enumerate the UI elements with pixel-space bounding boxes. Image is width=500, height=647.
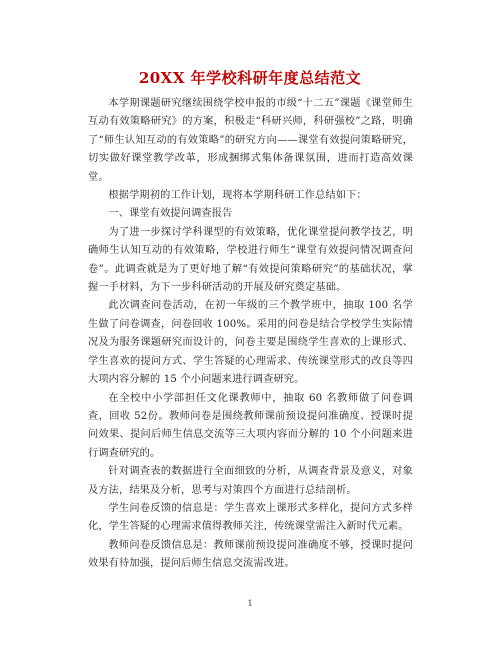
paragraph-teacher-survey: 在全校中小学部担任文化课教师中，抽取 60 名教师做了问卷调查，回收 52份。教师问卷是围绕教师课前预设提问准确度、授课时提问效果、提问后师生信息交流等三大项内容而分解的 10 个小问题来进行调查研究的。	[88, 392, 413, 459]
paragraph-summary-lead: 根据学期初的工作计划，现将本学期科研工作总结如下：	[108, 190, 367, 202]
paragraph-survey-purpose: 为了进一步探讨学科课型的有效策略，优化课堂提问教学技艺，明确师生认知互动的有效策略，学校进行师生“课堂有效提问情况调查问卷”。此调查就是为了更好地了解“有效提问策略研究”的基础状况，掌握一手材料，为下一步科研活动的开展及研究奠定基础。	[88, 226, 413, 294]
page-number: 1	[247, 599, 253, 608]
document-title: 20XX 年学校科研年度总结范文	[138, 69, 362, 87]
document-body	[88, 95, 413, 574]
paragraph-student-survey: 此次调查问卷活动，在初一年级的三个教学班中，抽取 100 名学生做了问卷调查，问卷回收 100%。采用的问卷是结合学校学生实际情况及为服务课题研究而设计的，问卷主要是围绕学生喜欢的上课形式、学生喜欢的提问方式、学生答疑的心理需求、传统课堂形式的改良等四大项内容分解的 15 个小问题来进行调查研究。	[88, 300, 413, 386]
paragraph-intro: 本学期课题研究继续围绕学校申报的市级“十二五”课题《课堂师生互动有效策略研究》的方案，积极走“科研兴师，科研强校”之路，明确了“师生认知互动的有效策略”的研究方向——课堂有效提问策略研究，切实做好课堂教学改革，形成捆绑式集体备课氛围，进而打造高效课堂。	[88, 98, 413, 183]
section-heading-survey-report: 一、课堂有效提问调查报告	[108, 208, 233, 220]
paragraph-analysis: 针对调查表的数据进行全面细致的分析，从调查背景及意义，对象及方法，结果及分析，思考与对策四个方面进行总结剖析。	[88, 466, 413, 496]
paragraph-student-feedback: 学生问卷反馈的信息是：学生喜欢上课形式多样化，提问方式多样化，学生答疑的心理需求值得教师关注，传统课堂需注入新时代元素。	[88, 502, 413, 533]
paragraph-teacher-feedback: 教师问卷反馈信息是：教师课前预设提问准确度不够，授课时提问效果有待加强，提问后师生信息交流需改进。	[88, 539, 413, 570]
